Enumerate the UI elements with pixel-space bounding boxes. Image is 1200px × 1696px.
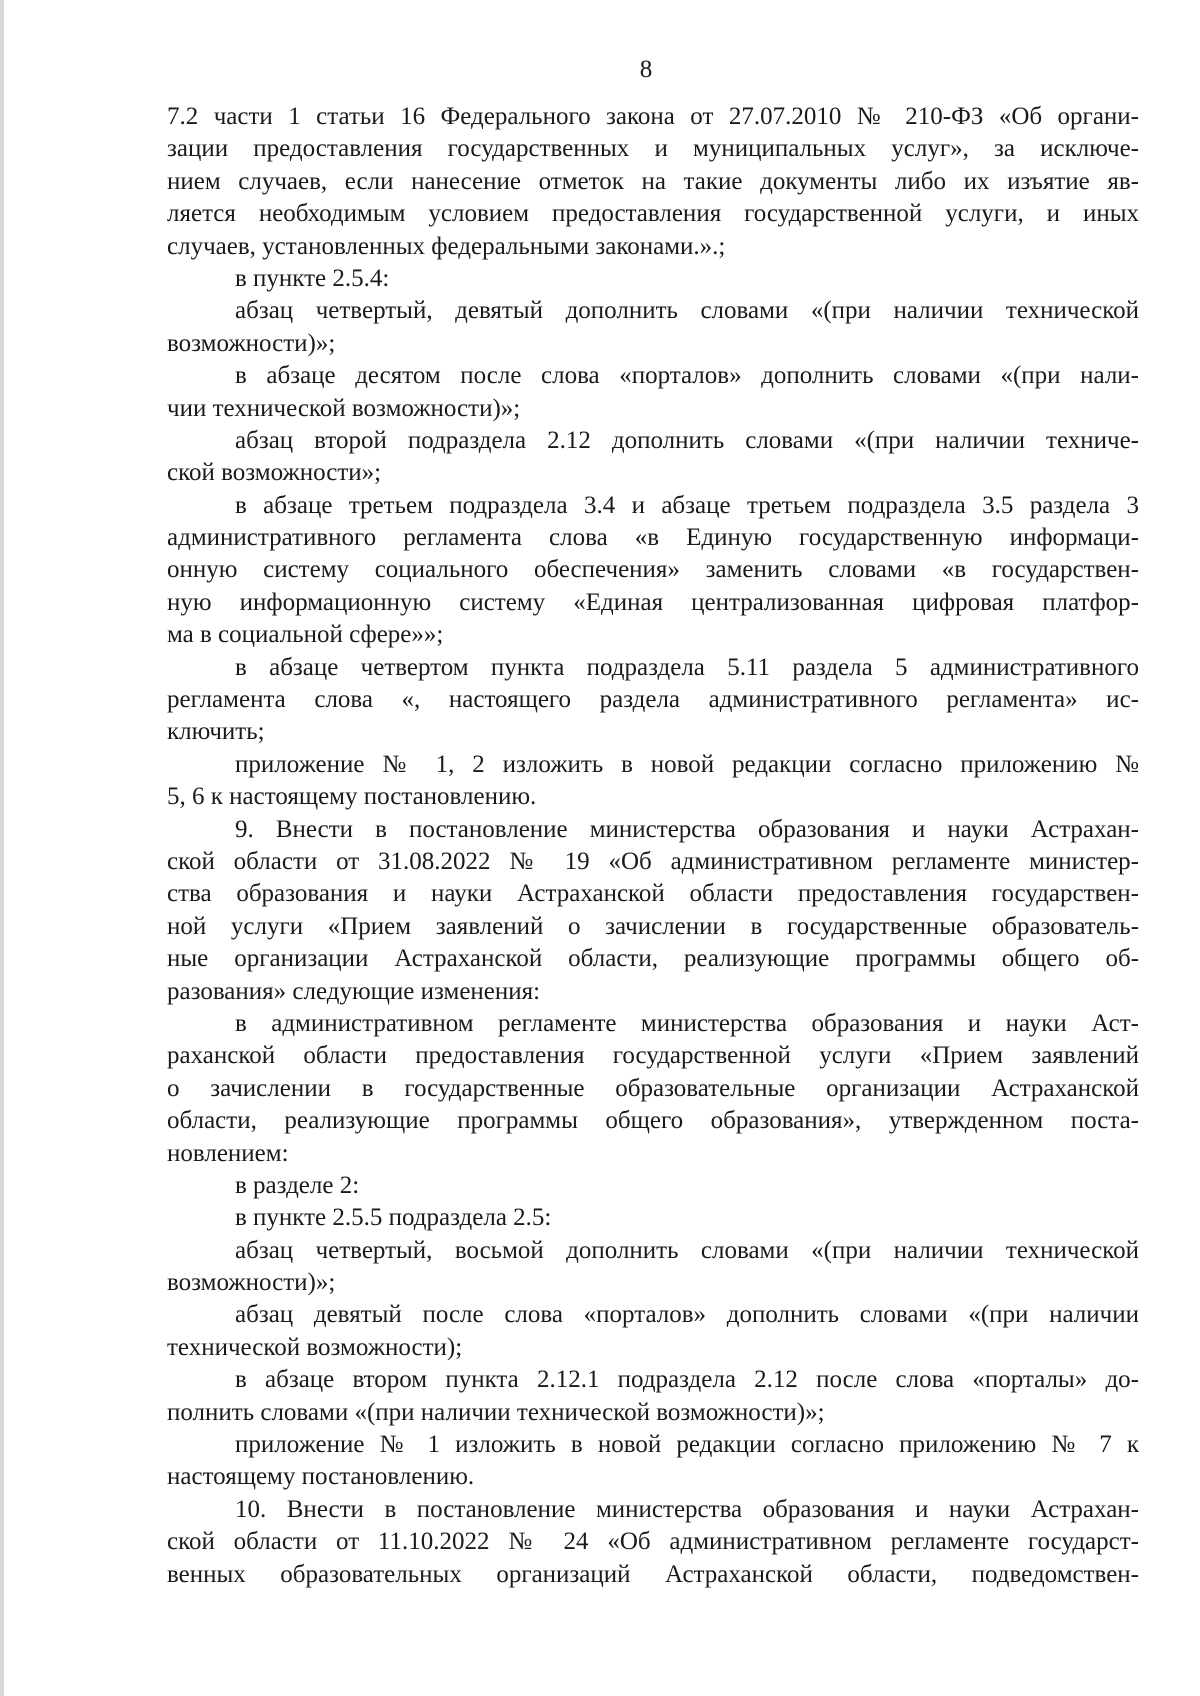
text-line: зации предоставления государственных и муниципальных услуг», за исключе-: [167, 135, 1139, 163]
text-line: в абзаце третьем подраздела 3.4 и абзаце третьем подраздела 3.5 раздела 3: [235, 491, 1139, 519]
document-body: [167, 101, 1139, 1591]
text-line: полнить словами «(при наличии технической возможности)»;: [167, 1398, 825, 1426]
text-line: случаев, установленных федеральными законами.».;: [167, 232, 726, 260]
text-line: в пункте 2.5.5 подраздела 2.5:: [235, 1204, 552, 1232]
text-line: 5, 6 к настоящему постановлению.: [167, 783, 537, 811]
text-line: ляется необходимым условием предоставления государственной услуги, и иных: [167, 200, 1139, 228]
text-line: в абзаце десятом после слова «порталов» дополнить словами «(при нали-: [235, 362, 1139, 390]
text-line: ской области от 31.08.2022 № 19 «Об административном регламенте министер-: [167, 847, 1139, 875]
text-line: ной услуги «Прием заявлений о зачислении в государственные образователь-: [167, 912, 1139, 940]
text-line: административного регламента слова «в Единую государственную информаци-: [167, 524, 1139, 552]
text-line: ства образования и науки Астраханской области предоставления государствен-: [167, 880, 1139, 908]
text-line: в административном регламенте министерства образования и науки Аст-: [235, 1009, 1139, 1037]
text-line: абзац четвертый, восьмой дополнить словами «(при наличии технической: [235, 1236, 1139, 1264]
text-line: новлением:: [167, 1139, 289, 1167]
text-line: в разделе 2:: [235, 1171, 360, 1199]
text-line: в абзаце четвертом пункта подраздела 5.11 раздела 5 административного: [235, 653, 1139, 681]
text-line: 10. Внести в постановление министерства образования и науки Астрахан-: [235, 1495, 1139, 1523]
text-line: абзац четвертый, девятый дополнить словами «(при наличии технической: [235, 297, 1139, 325]
text-line: ской возможности»;: [167, 459, 382, 487]
text-line: ма в социальной сфере»»;: [167, 621, 444, 649]
text-line: приложение № 1, 2 изложить в новой редакции согласно приложению №: [235, 750, 1139, 778]
text-line: ные организации Астраханской области, реализующие программы общего об-: [167, 945, 1139, 973]
text-line: раханской области предоставления государственной услуги «Прием заявлений: [167, 1042, 1139, 1070]
text-line: в пункте 2.5.4:: [235, 264, 390, 292]
text-line: абзац второй подраздела 2.12 дополнить словами «(при наличии техниче-: [235, 426, 1139, 454]
text-line: онную систему социального обеспечения» заменить словами «в государствен-: [167, 556, 1139, 584]
text-line: регламента слова «, настоящего раздела административного регламента» ис-: [167, 686, 1139, 714]
text-line: чии технической возможности)»;: [167, 394, 521, 422]
page-number: 8: [639, 56, 653, 83]
text-line: разования» следующие изменения:: [167, 977, 541, 1005]
scan-edge: [0, 0, 4, 1696]
text-line: нием случаев, если нанесение отметок на такие документы либо их изъятие яв-: [167, 167, 1139, 195]
text-line: области, реализующие программы общего образования», утвержденном поста-: [167, 1107, 1139, 1135]
text-line: приложение № 1 изложить в новой редакции согласно приложению № 7 к: [235, 1431, 1139, 1459]
text-line: о зачислении в государственные образовательные организации Астраханской: [167, 1074, 1139, 1102]
text-line: в абзаце втором пункта 2.12.1 подраздела 2.12 после слова «порталы» до-: [235, 1366, 1139, 1394]
text-line: возможности)»;: [167, 1269, 336, 1297]
text-line: возможности)»;: [167, 329, 336, 357]
text-line: ключить;: [167, 718, 265, 746]
text-line: венных образовательных организаций Астраханской области, подведомствен-: [167, 1560, 1139, 1588]
text-line: 9. Внести в постановление министерства образования и науки Астрахан-: [235, 815, 1139, 843]
text-line: абзац девятый после слова «порталов» дополнить словами «(при наличии: [235, 1301, 1139, 1329]
text-line: ской области от 11.10.2022 № 24 «Об административном регламенте государст-: [167, 1528, 1139, 1556]
text-line: 7.2 части 1 статьи 16 Федерального закона от 27.07.2010 № 210-ФЗ «Об органи-: [167, 103, 1139, 130]
text-line: ную информационную систему «Единая централизованная цифровая платфор-: [167, 588, 1139, 616]
text-line: настоящему постановлению.: [167, 1463, 475, 1491]
text-line: технической возможности);: [167, 1333, 463, 1361]
